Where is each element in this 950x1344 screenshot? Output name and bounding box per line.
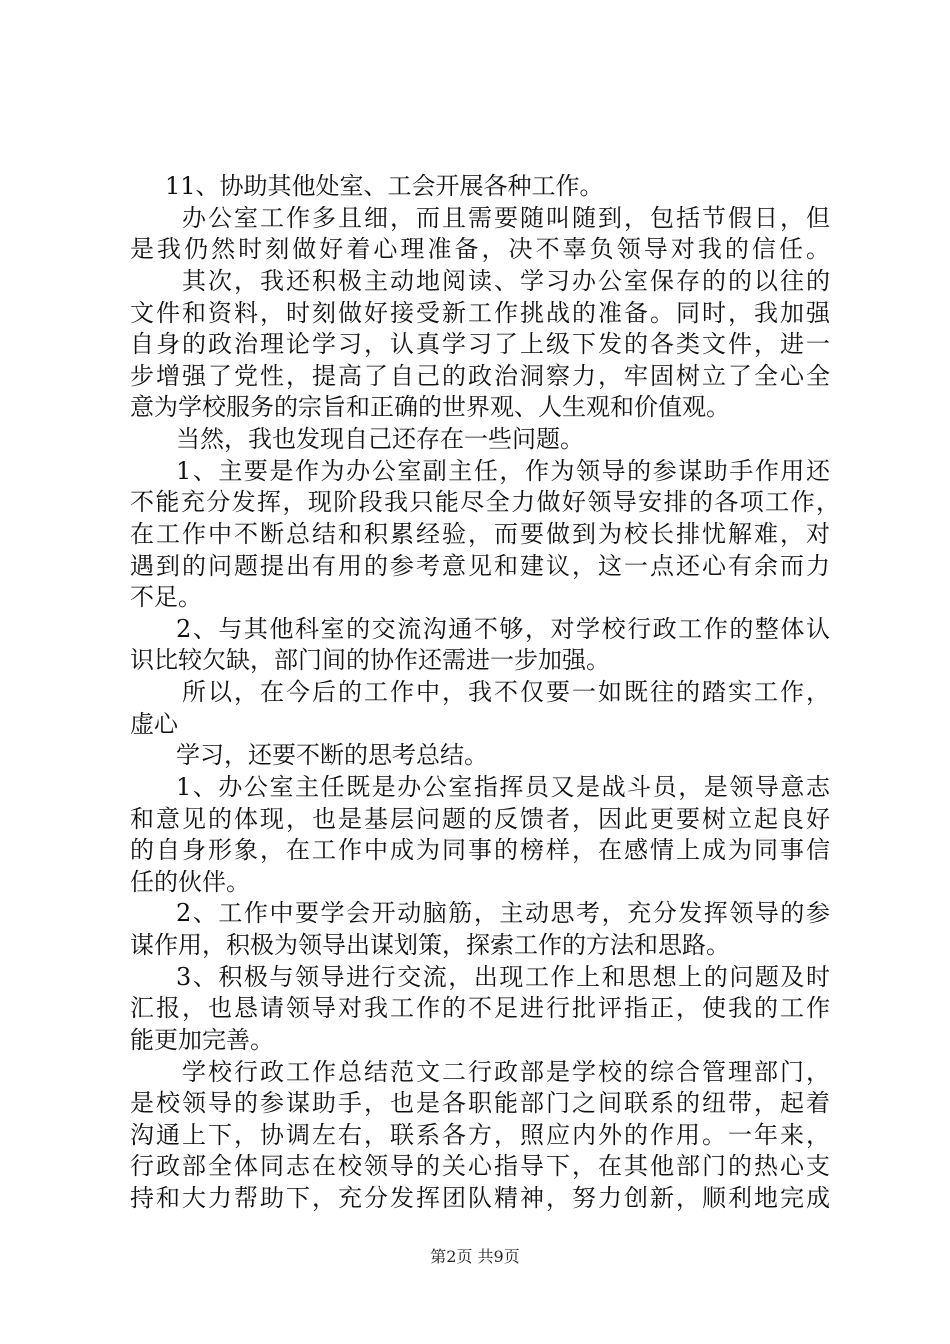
text-line: 意为学校服务的宗旨和正确的世界观、人生观和价值观。 [130,393,730,421]
text-line: 和意见的体现，也是基层问题的反馈者，因此更要树立起良好 [130,805,830,833]
text-line: 沟通上下，协调左右，联系各方，照应内外的作用。一年来， [130,1121,830,1149]
text-line: 其次，我还积极主动地阅读、学习办公室保存的的以往的 [182,267,830,295]
text-line: 虚心 [130,710,178,738]
text-line: 当然，我也发现自己还存在一些问题。 [176,425,584,453]
text-line: 汇报，也恳请领导对我工作的不足进行批评指正，使我的工作 [130,994,830,1022]
text-line: 的自身形象，在工作中成为同事的榜样，在感情上成为同事信 [130,836,830,864]
text-line: 能更加完善。 [130,1026,274,1054]
text-line: 2、工作中要学会开动脑筋，主动思考，充分发挥领导的参 [176,899,830,927]
text-line: 11、协助其他处室、工会开展各种工作。 [165,172,604,200]
text-line: 任的伙伴。 [130,868,250,896]
text-line: 文件和资料，时刻做好接受新工作挑战的准备。同时，我加强 [130,299,830,327]
text-line: 谋作用，积极为领导出谋划策，探索工作的方法和思路。 [130,931,730,959]
text-line: 是我仍然时刻做好着心理准备，决不辜负领导对我的信任。 [130,235,830,263]
text-line: 自身的政治理论学习，认真学习了上级下发的各类文件，进一 [130,330,830,358]
text-line: 学校行政工作总结范文二行政部是学校的综合管理部门， [182,1058,830,1086]
text-line: 持和大力帮助下，充分发挥团队精神，努力创新，顺利地完成 [130,1184,830,1212]
text-line: 不足。 [130,583,202,611]
text-line: 1、办公室主任既是办公室指挥员又是战斗员，是领导意志 [176,773,830,801]
text-line: 遇到的问题提出有用的参考意见和建议，这一点还心有余而力 [130,552,830,580]
text-line: 3、积极与领导进行交流，出现工作上和思想上的问题及时 [176,963,830,991]
text-line: 2、与其他科室的交流沟通不够，对学校行政工作的整体认 [176,615,830,643]
text-line: 1、主要是作为办公室副主任，作为领导的参谋助手作用还 [176,457,830,485]
text-line: 办公室工作多且细，而且需要随叫随到，包括节假日，但 [182,204,830,232]
text-line: 在工作中不断总结和积累经验，而要做到为校长排忧解难，对 [130,520,830,548]
text-line: 不能充分发挥，现阶段我只能尽全力做好领导安排的各项工作， [130,488,840,516]
text-line: 所以，在今后的工作中，我不仅要一如既往的踏实工作， [182,678,830,706]
text-line: 识比较欠缺，部门间的协作还需进一步加强。 [130,646,610,674]
text-line: 行政部全体同志在校领导的关心指导下，在其他部门的热心支 [130,1152,830,1180]
text-line: 步增强了党性，提高了自己的政治洞察力，牢固树立了全心全 [130,362,830,390]
text-line: 是校领导的参谋助手，也是各职能部门之间联系的纽带，起着 [130,1089,830,1117]
page-number-footer: 第2页 共9页 [430,1247,520,1266]
text-line: 学习，还要不断的思考总结。 [176,741,488,769]
